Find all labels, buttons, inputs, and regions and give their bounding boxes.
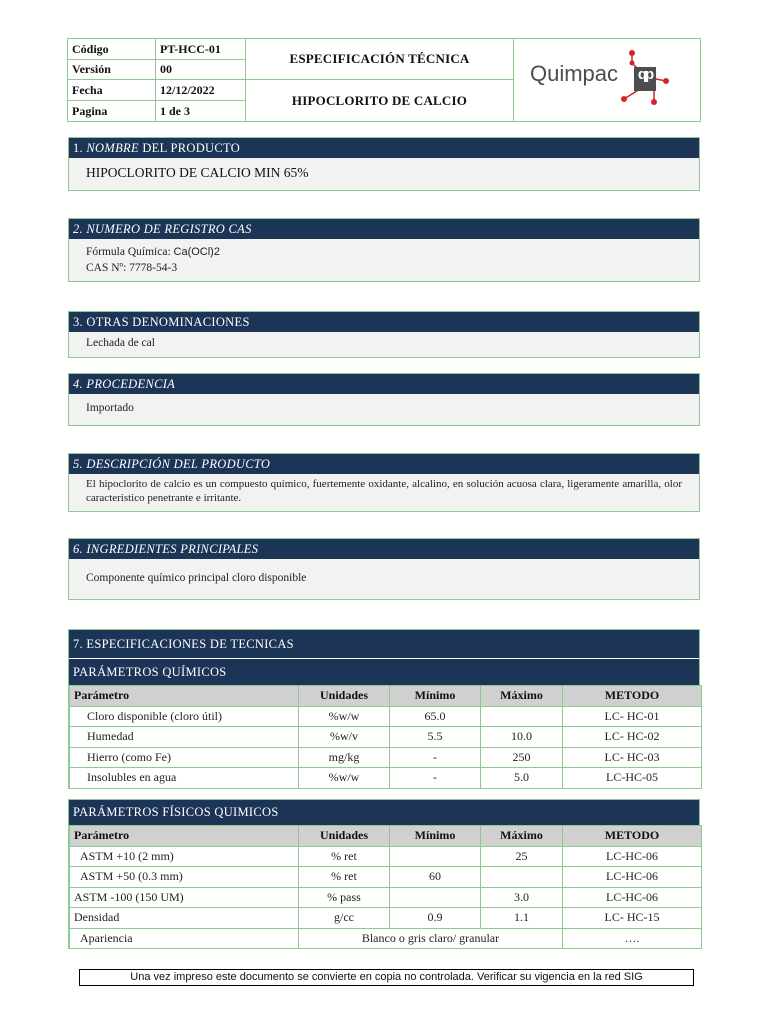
product-title: HIPOCLORITO DE CALCIO	[246, 80, 514, 121]
section-header: 3. OTRAS DENOMINACIONES	[69, 312, 699, 332]
cell-units: % ret	[299, 846, 390, 867]
cell-appearance-value: Blanco o gris claro/ granular	[299, 928, 563, 949]
cell-units: g/cc	[299, 908, 390, 929]
cas-number: CAS Nº: 7778-54-3	[86, 262, 178, 274]
cell-units: mg/kg	[299, 747, 390, 768]
table-row	[70, 908, 702, 929]
table-row	[70, 887, 702, 908]
col-method: METODO	[563, 826, 702, 847]
cell-method: LC- HC-03	[563, 747, 702, 768]
cell-method: ….	[563, 928, 702, 949]
col-param: Parámetro	[70, 826, 299, 847]
cell-param: Humedad	[70, 727, 299, 748]
cell-max	[481, 867, 563, 888]
doc-type-title: ESPECIFICACIÓN TÉCNICA	[246, 39, 514, 80]
formula-line	[86, 244, 699, 260]
table-row	[70, 727, 702, 748]
code-label: Código	[68, 39, 156, 60]
cell-min	[390, 846, 481, 867]
col-param: Parámetro	[70, 686, 299, 707]
section-cas	[68, 218, 700, 282]
formula-value: Ca(OCl)2	[173, 246, 220, 258]
table-header-row	[70, 826, 702, 847]
section-specifications	[68, 629, 700, 789]
section-title: DEL PRODUCTO	[142, 141, 241, 155]
version-label: Versión	[68, 60, 156, 80]
cell-min: -	[390, 747, 481, 768]
chem-params-title: PARÁMETROS QUÍMICOS	[69, 659, 699, 685]
footer-notice: Una vez impreso este documento se convierte en copia no controlada. Verificar su vigencia en la red SIG	[79, 969, 694, 986]
section-description	[68, 453, 700, 512]
phys-params-title: PARÁMETROS FÍSICOS QUIMICOS	[69, 800, 699, 825]
col-min: Mínimo	[390, 686, 481, 707]
cell-units: %w/v	[299, 727, 390, 748]
col-max: Máximo	[481, 826, 563, 847]
table-row	[70, 747, 702, 768]
section-other-names	[68, 311, 700, 358]
cell-max: 5.0	[481, 768, 563, 789]
cell-param: ASTM -100 (150 UM)	[70, 887, 299, 908]
section-origin	[68, 373, 700, 426]
section-header: 5. DESCRIPCIÓN DEL PRODUCTO	[69, 454, 699, 474]
col-max: Máximo	[481, 686, 563, 707]
cell-min: 60	[390, 867, 481, 888]
cell-method: LC-HC-05	[563, 768, 702, 789]
logo-mark: qp	[637, 66, 653, 83]
cell-method: LC- HC-02	[563, 727, 702, 748]
cell-units: %w/w	[299, 706, 390, 727]
cell-min: 65.0	[390, 706, 481, 727]
date-value: 12/12/2022	[156, 80, 246, 101]
section-title-italic: NOMBRE	[86, 141, 139, 155]
cell-param: Cloro disponible (cloro útil)	[70, 706, 299, 727]
description: El hipoclorito de calcio es un compuesto químico, fuertemente oxidante, alcalino, en solución acuosa clara, ligeramente amarilla, olor característico penetrante e irritante.	[69, 474, 699, 511]
col-min: Mínimo	[390, 826, 481, 847]
cell-param: Apariencia	[70, 928, 299, 949]
section-header: 7. ESPECIFICACIONES DE TECNICAS	[69, 630, 699, 658]
table-row	[70, 867, 702, 888]
document-header	[67, 38, 701, 122]
section-product-name	[68, 137, 700, 191]
cell-method: LC-HC-06	[563, 867, 702, 888]
section-body	[69, 239, 699, 281]
cell-min	[390, 887, 481, 908]
page-value: 1 de 3	[156, 101, 246, 121]
molecule-icon	[514, 39, 701, 121]
date-label: Fecha	[68, 80, 156, 101]
cell-param: Insolubles en agua	[70, 768, 299, 789]
section-physical-params	[68, 799, 700, 949]
quimpac-logo	[514, 39, 701, 121]
ingredients: Componente químico principal cloro disponible	[69, 559, 699, 599]
col-units: Unidades	[299, 686, 390, 707]
cell-max: 250	[481, 747, 563, 768]
table-header-row	[70, 686, 702, 707]
cell-min: 5.5	[390, 727, 481, 748]
cell-param: ASTM +50 (0.3 mm)	[70, 867, 299, 888]
section-header: 4. PROCEDENCIA	[69, 374, 699, 394]
cell-param: ASTM +10 (2 mm)	[70, 846, 299, 867]
origin: Importado	[69, 394, 699, 425]
cell-min: -	[390, 768, 481, 789]
cell-method: LC-HC-06	[563, 846, 702, 867]
table-row	[70, 846, 702, 867]
version-value: 00	[156, 60, 246, 80]
cell-max: 10.0	[481, 727, 563, 748]
table-row	[70, 928, 702, 949]
cell-method: LC-HC-06	[563, 887, 702, 908]
cell-max: 1.1	[481, 908, 563, 929]
other-names: Lechada de cal	[69, 332, 699, 357]
col-method: METODO	[563, 686, 702, 707]
section-header: 2. NUMERO DE REGISTRO CAS	[69, 219, 699, 239]
cell-max: 25	[481, 846, 563, 867]
cell-max: 3.0	[481, 887, 563, 908]
cell-units: % pass	[299, 887, 390, 908]
col-units: Unidades	[299, 826, 390, 847]
section-ingredients	[68, 538, 700, 600]
cell-param: Hierro (como Fe)	[70, 747, 299, 768]
cell-units: % ret	[299, 867, 390, 888]
section-number: 1.	[73, 141, 83, 155]
cell-param: Densidad	[70, 908, 299, 929]
table-row	[70, 706, 702, 727]
product-name: HIPOCLORITO DE CALCIO MIN 65%	[69, 158, 699, 190]
page-label: Pagina	[68, 101, 156, 121]
cell-min: 0.9	[390, 908, 481, 929]
code-value: PT-HCC-01	[156, 39, 246, 60]
cell-units: %w/w	[299, 768, 390, 789]
cell-method: LC- HC-01	[563, 706, 702, 727]
formula-label: Fórmula Química:	[86, 246, 171, 258]
phys-params-table	[69, 825, 702, 949]
section-header: 6. INGREDIENTES PRINCIPALES	[69, 539, 699, 559]
cell-max	[481, 706, 563, 727]
cell-method: LC- HC-15	[563, 908, 702, 929]
chem-params-table	[69, 685, 702, 789]
section-header	[69, 138, 699, 158]
logo-text: Quimpac	[530, 61, 619, 86]
table-row	[70, 768, 702, 789]
